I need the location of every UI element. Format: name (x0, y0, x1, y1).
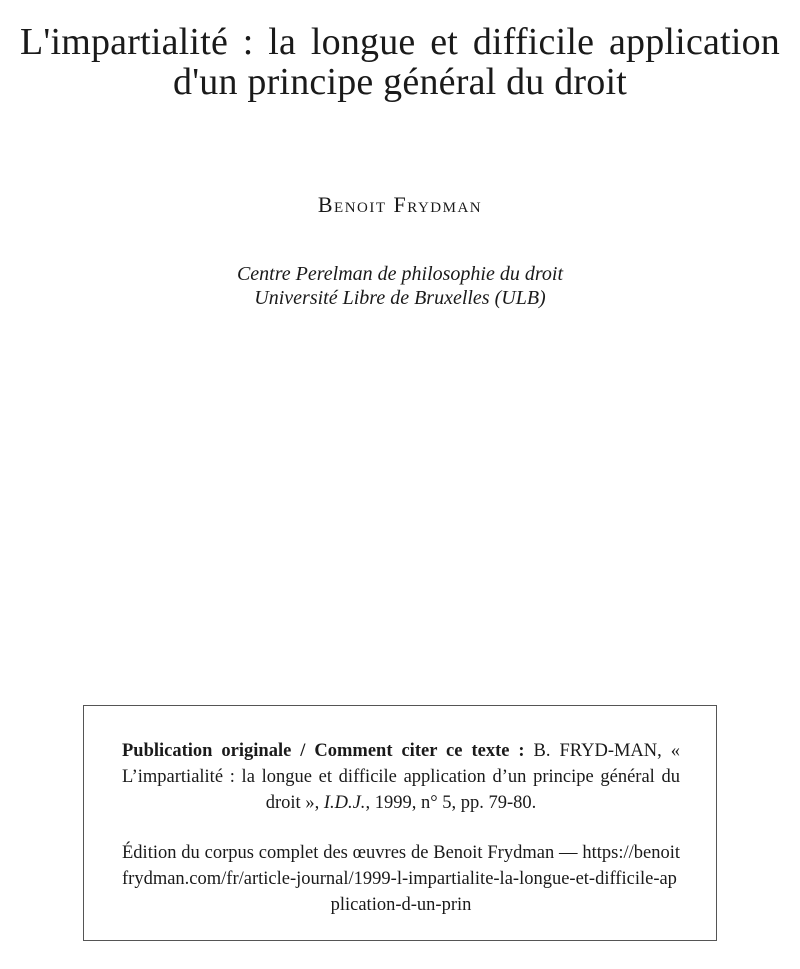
document-title: L'impartialité : la longue et difficile application d'un principe général du droit (20, 21, 780, 103)
citation-reference-text: B. FRYD-MAN, « L’impartialité : la longue et difficile application d’un principe général du droit », (122, 741, 681, 813)
author-name: Benoit Frydman (317, 192, 483, 217)
edition-text: Édition du corpus complet des œuvres de Benoit Frydman — (122, 843, 583, 863)
journal-name: I.D.J. (323, 793, 366, 813)
affiliation-line-1: Centre Perelman de philosophie du droit (236, 263, 564, 285)
citation-box (83, 705, 717, 941)
edition-paragraph (122, 840, 680, 918)
citation-paragraph (122, 738, 680, 816)
citation-label: Publication originale / Comment citer ce texte : (122, 741, 525, 761)
author-affiliation (0, 262, 800, 310)
affiliation-line-2: Université Libre de Bruxelles (ULB) (254, 287, 546, 309)
citation-reference-details: , 1999, n° 5, pp. 79-80. (365, 793, 537, 813)
source-url-link[interactable]: https://benoitfrydman.com/fr/article-journal/1999-l-impartialite-la-longue-et-difficile-application-d-un-prin (122, 843, 680, 915)
